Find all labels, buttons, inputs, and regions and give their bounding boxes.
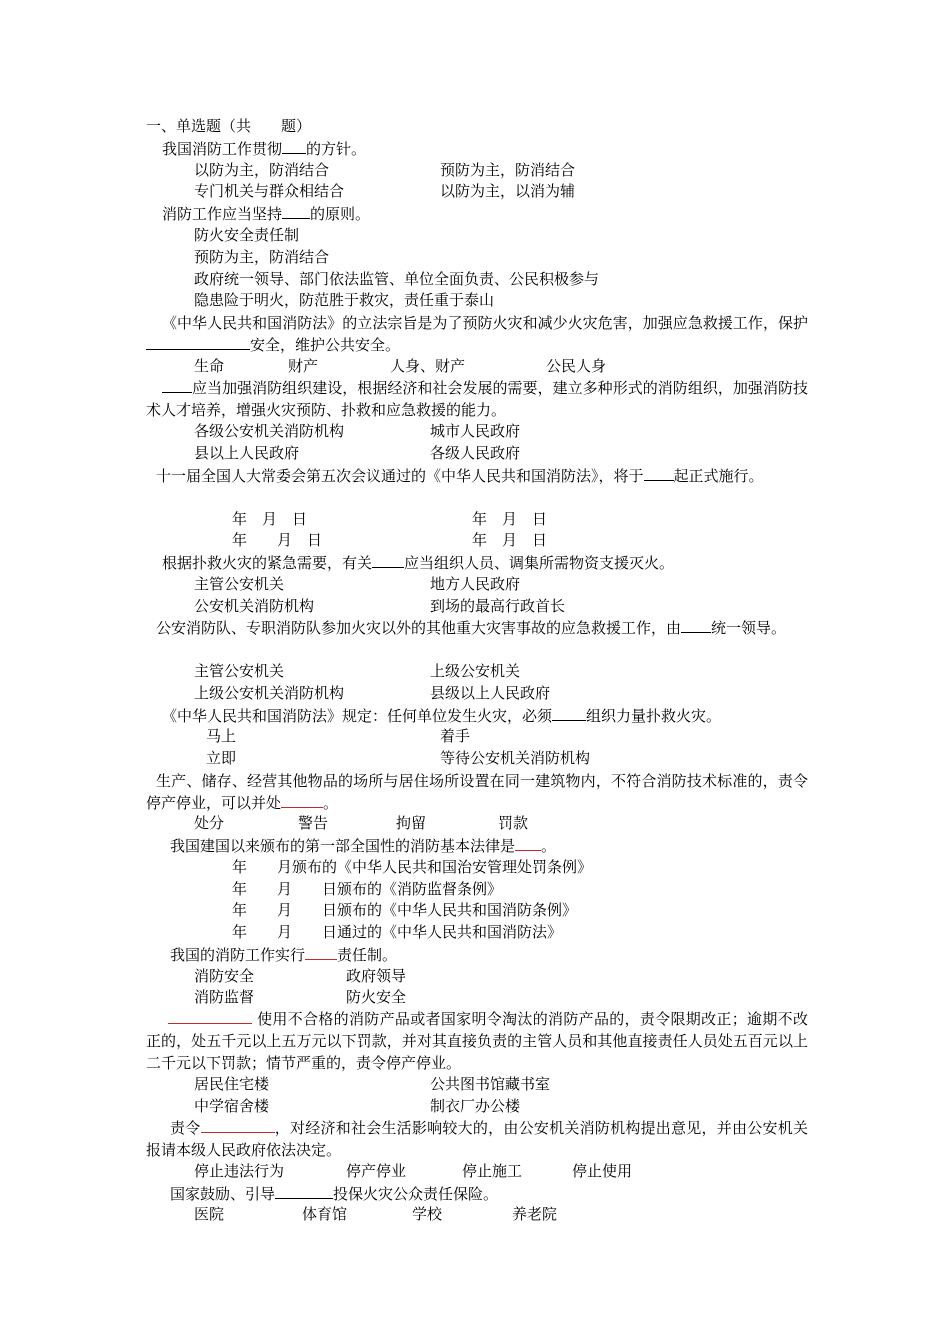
option: 年 月 日颁布的《中华人民共和国消防条例》: [232, 901, 578, 919]
stem-text: 我国消防工作贯彻: [162, 140, 283, 158]
option: 防火安全: [346, 988, 407, 1006]
question-5-stem: [146, 465, 808, 487]
answer-blank: [552, 705, 586, 721]
question-8-stem: [162, 705, 721, 726]
option: 预防为主，防消结合: [440, 161, 576, 179]
answer-blank: [515, 835, 541, 851]
option: 县以上人民政府: [194, 444, 300, 462]
answer-blank: [146, 334, 250, 350]
option: 停止违法行为: [194, 1162, 285, 1180]
option: 居民住宅楼: [194, 1075, 270, 1093]
answer-blank: [372, 552, 404, 568]
option: 政府领导: [346, 967, 407, 985]
stem-text: 我国建国以来颁布的第一部全国性的消防基本法律是: [170, 837, 516, 855]
option: 年 月 日: [232, 531, 323, 549]
stem-text: 根据扑救火灾的紧急需要，有关: [162, 554, 373, 572]
option: 各级公安机关消防机构: [194, 422, 345, 440]
option: 上级公安机关: [430, 662, 521, 680]
answer-blank: [275, 1183, 333, 1199]
stem-text: 国家鼓励、引导: [170, 1185, 276, 1203]
option: 各级人民政府: [430, 444, 521, 462]
option: 马上: [206, 727, 237, 745]
question-1-stem: [162, 138, 366, 159]
question-3-stem: [146, 312, 808, 356]
stem-text: 安全，维护公共安全。: [250, 336, 401, 354]
option: 人身、财产: [390, 357, 466, 375]
question-10-stem: [170, 835, 556, 856]
option: 公民人身: [546, 357, 607, 375]
question-6-stem: [162, 552, 674, 573]
option: 消防安全: [194, 967, 255, 985]
option: 预防为主，防消结合: [194, 248, 330, 266]
answer-blank: [201, 1117, 275, 1133]
stem-text: 我国的消防工作实行: [170, 946, 306, 964]
answer-blank: [282, 203, 310, 219]
question-2-stem: [162, 203, 370, 224]
stem-text: ，对经济和社会生活影响较大的，由公安机关消防机构提出意见，并由公安机关报请本级人民政府依法决定。: [146, 1119, 808, 1159]
option: 立即: [206, 749, 237, 767]
section-heading: 一、单选题（共 题）: [146, 117, 312, 135]
stem-text: 责令: [170, 1119, 201, 1137]
option: 上级公安机关消防机构: [194, 684, 345, 702]
stem-text: 的原则。: [310, 205, 371, 223]
stem-text: 应当加强消防组织建设，根据经济和社会发展的需要，建立多种形式的消防组织，加强消防技术人才培养，增强火灾预防、扑救和应急救援的能力。: [146, 379, 808, 419]
option: 县级以上人民政府: [430, 684, 551, 702]
stem-text: 组织力量扑救火灾。: [586, 707, 722, 725]
option: 到场的最高行政首长: [430, 597, 566, 615]
stem-text: 生产、储存、经营其他物品的场所与居住场所设置在同一建筑物内，不符合消防技术标准的，责令停产停业，可以并处: [146, 772, 808, 812]
question-7-stem: [146, 617, 808, 639]
option: 专门机关与群众相结合: [194, 182, 345, 200]
option: 医院: [194, 1205, 225, 1223]
option: 年 月颁布的《中华人民共和国治安管理处罚条例》: [232, 858, 593, 876]
question-9-stem: [146, 770, 808, 814]
option: 以防为主，防消结合: [194, 161, 330, 179]
option: 公共图书馆藏书室: [430, 1075, 551, 1093]
question-14-stem: [170, 1183, 498, 1204]
option: 城市人民政府: [430, 422, 521, 440]
stem-text: 应当组织人员、调集所需物资支援灭火。: [404, 554, 675, 572]
answer-blank: [282, 138, 306, 154]
stem-text: 统一领导。: [711, 619, 787, 637]
stem-text: 的方针。: [306, 140, 367, 158]
option: 年 月 日: [232, 510, 308, 528]
option: 处分: [194, 814, 225, 832]
option: 防火安全责任制: [194, 226, 300, 244]
option: 财产: [288, 357, 319, 375]
option: 公安机关消防机构: [194, 597, 315, 615]
stem-text: 消防工作应当坚持: [162, 205, 283, 223]
stem-text: 责任制。: [337, 946, 398, 964]
option: 隐患险于明火，防范胜于救灾，责任重于泰山: [194, 291, 495, 309]
option: 以防为主，以消为辅: [440, 182, 576, 200]
question-4-stem: [146, 377, 808, 421]
option: 等待公安机关消防机构: [440, 749, 591, 767]
stem-text: 《中华人民共和国消防法》的立法宗旨是为了预防火灾和减少火灾危害，加强应急救援工作，保护: [162, 314, 808, 332]
option: 制衣厂办公楼: [430, 1097, 521, 1115]
option: 年 月 日通过的《中华人民共和国消防法》: [232, 923, 563, 941]
stem-text: 使用不合格的消防产品或者国家明令淘汰的消防产品的，责令限期改正；逾期不改正的，处五千元以上五万元以下罚款，并对其直接负责的主管人员和其他直接责任人员处五百元以上二千元以下罚款；情节严重的，责令停产停业。: [146, 1010, 808, 1072]
stem-text: 《中华人民共和国消防法》规定：任何单位发生火灾，必须: [162, 707, 553, 725]
option: 消防监督: [194, 988, 255, 1006]
answer-blank: [168, 1008, 252, 1024]
answer-blank: [162, 377, 192, 393]
option: 体育馆: [302, 1205, 348, 1223]
option: 地方人民政府: [430, 575, 521, 593]
option: 主管公安机关: [194, 575, 285, 593]
answer-blank: [681, 617, 711, 633]
option: 停产停业: [346, 1162, 407, 1180]
option: 养老院: [512, 1205, 558, 1223]
option: 罚款: [498, 814, 529, 832]
option: 学校: [412, 1205, 443, 1223]
question-11-stem: [170, 944, 397, 965]
stem-text: 十一届全国人大常委会第五次会议通过的《中华人民共和国消防法》，将于: [156, 467, 644, 485]
stem-text: 起正式施行。: [673, 467, 764, 485]
answer-blank: [281, 792, 323, 808]
answer-blank: [305, 944, 337, 960]
question-12-stem: [146, 1008, 808, 1074]
option: 着手: [440, 727, 471, 745]
stem-text: 公安消防队、专职消防队参加火灾以外的其他重大灾害事故的应急救援工作，由: [156, 619, 682, 637]
option: 年 月 日: [472, 531, 548, 549]
option: 生命: [194, 357, 225, 375]
option: 警告: [298, 814, 329, 832]
stem-text: 。: [323, 794, 339, 812]
option: 政府统一领导、部门依法监管、单位全面负责、公民积极参与: [194, 270, 600, 288]
option: 停止使用: [572, 1162, 633, 1180]
stem-text: 投保火灾公众责任保险。: [333, 1185, 499, 1203]
option: 年 月 日颁布的《消防监督条例》: [232, 880, 503, 898]
answer-blank: [644, 465, 674, 481]
option: 年 月 日: [472, 510, 548, 528]
stem-text: 。: [541, 837, 557, 855]
option: 停止施工: [462, 1162, 523, 1180]
question-13-stem: [146, 1117, 808, 1161]
option: 主管公安机关: [194, 662, 285, 680]
option: 中学宿舍楼: [194, 1097, 270, 1115]
option: 拘留: [396, 814, 427, 832]
